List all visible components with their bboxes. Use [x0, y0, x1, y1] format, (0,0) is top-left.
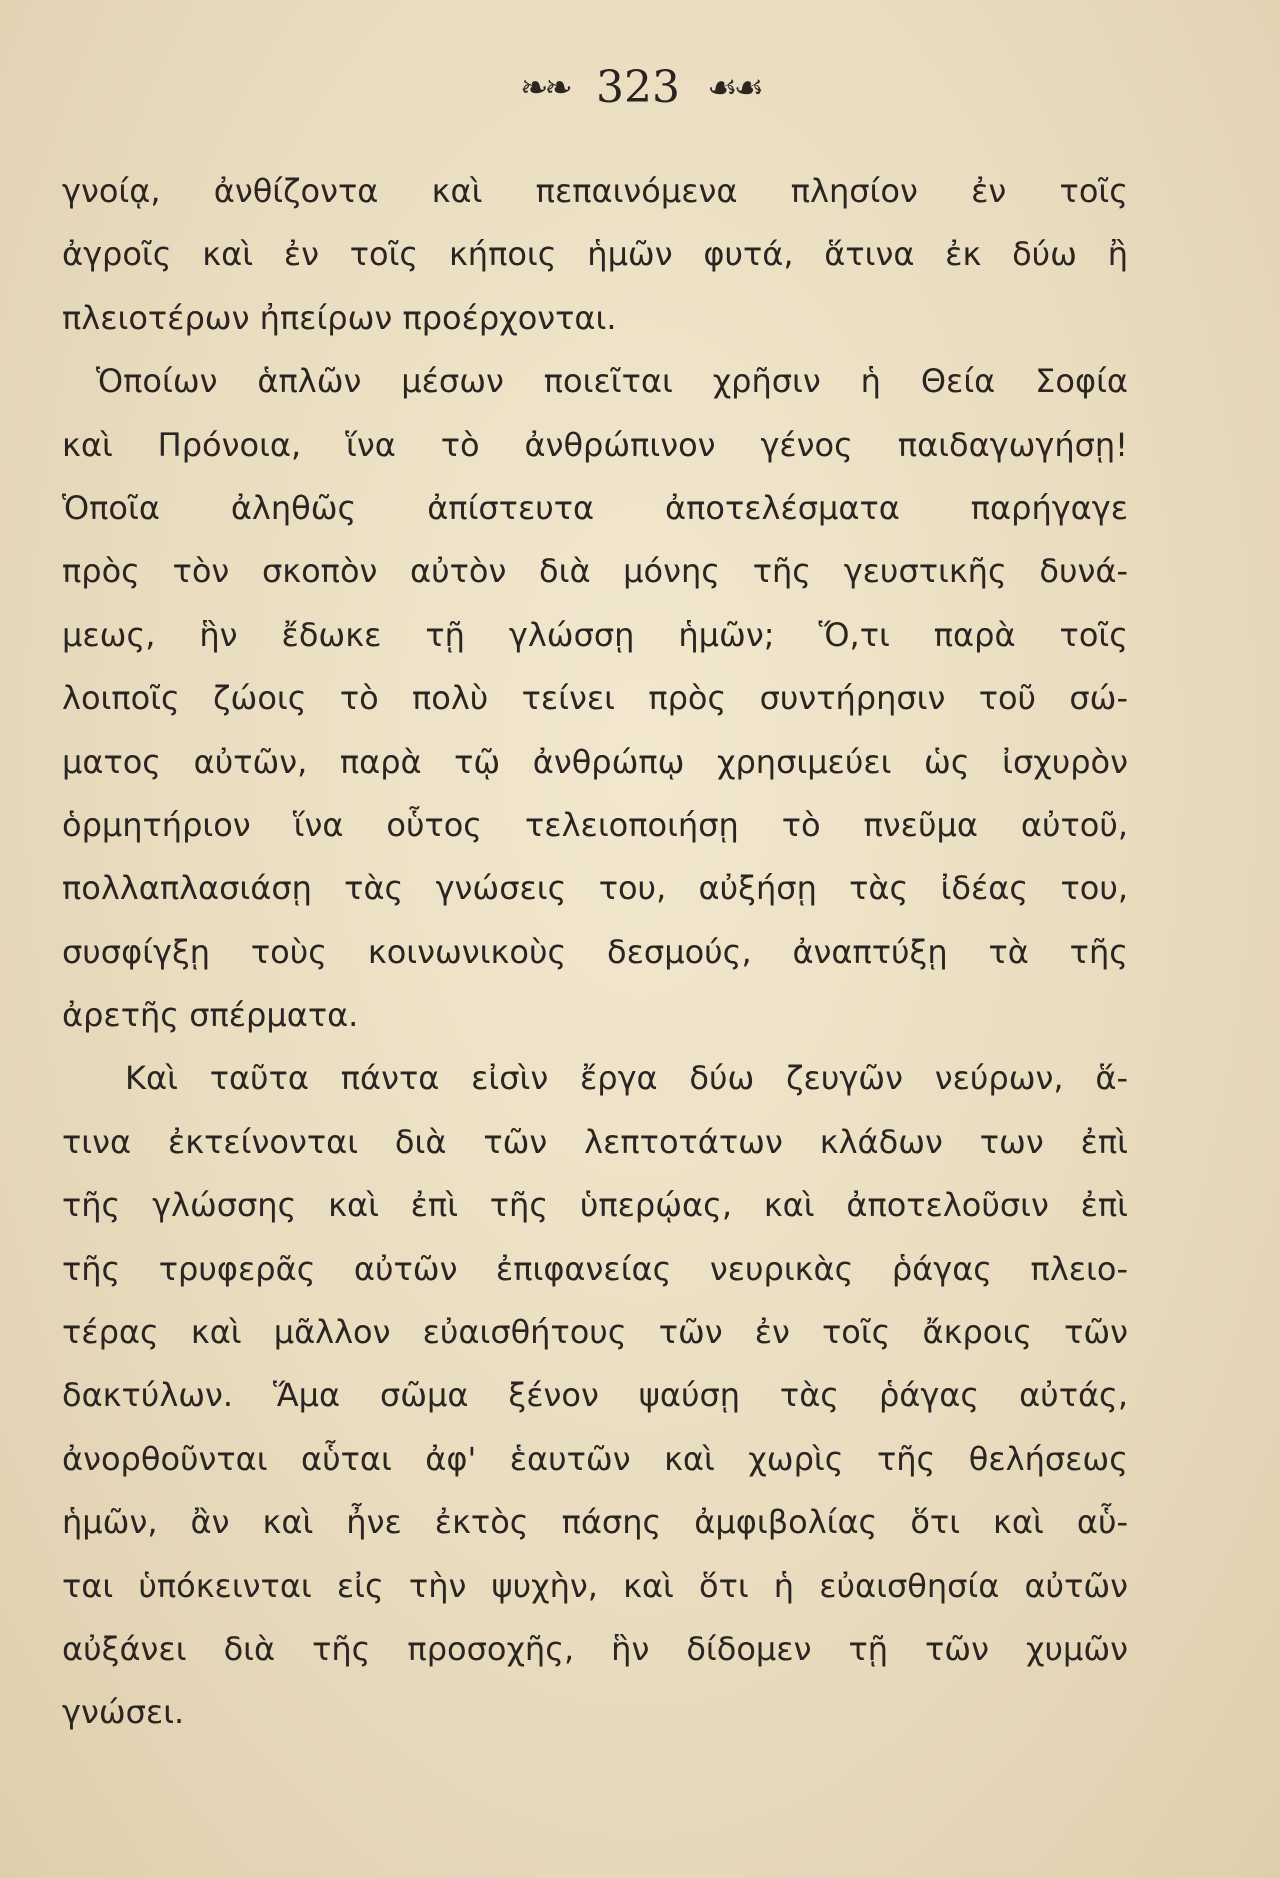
- text-line: δακτύλων. Ἅμα σῶμα ξένον ψαύσῃ τὰς ῥάγας αὐτάς,: [62, 1376, 1128, 1415]
- text-line: πρὸς τὸν σκοπὸν αὐτὸν διὰ μόνης τῆς γευστικῆς δυνά-: [62, 552, 1128, 591]
- text-line: Καὶ ταῦτα πάντα εἰσὶν ἔργα δύω ζευγῶν νεύρων, ἅ-: [125, 1059, 1128, 1098]
- left-ornament-icon: ❧❧: [519, 67, 569, 108]
- text-line: τέρας καὶ μᾶλλον εὐαισθήτους τῶν ἐν τοῖς ἄκροις τῶν: [62, 1313, 1128, 1352]
- text-line: ἀγροῖς καὶ ἐν τοῖς κήποις ἡμῶν φυτά, ἅτινα ἐκ δύω ἢ: [62, 235, 1128, 274]
- text-line: ὁρμητήριον ἵνα οὗτος τελειοποιήσῃ τὸ πνεῦμα αὐτοῦ,: [62, 805, 1128, 844]
- text-line: λοιποῖς ζώοις τὸ πολὺ τείνει πρὸς συντήρησιν τοῦ σώ-: [62, 679, 1128, 718]
- text-line: γνοίᾳ, ἀνθίζοντα καὶ πεπαινόμενα πλησίον ἐν τοῖς: [62, 172, 1128, 210]
- page-number: 323: [596, 62, 680, 113]
- text-line: Ὁποίων ἁπλῶν μέσων ποιεῖται χρῆσιν ἡ Θεία Σοφία: [96, 362, 1128, 401]
- text-line: ἀνορθοῦνται αὗται ἀφ' ἑαυτῶν καὶ χωρὶς τῆς θελήσεως: [62, 1439, 1128, 1478]
- page-header: [0, 62, 1280, 113]
- text-line: μεως, ἣν ἔδωκε τῇ γλώσσῃ ἡμῶν; Ὅ,τι παρὰ τοῖς: [62, 615, 1128, 654]
- text-line: τῆς γλώσσης καὶ ἐπὶ τῆς ὑπερῴας, καὶ ἀποτελοῦσιν ἐπὶ: [62, 1186, 1128, 1225]
- text-line: ἡμῶν, ἂν καὶ ἦνε ἐκτὸς πάσης ἀμφιβολίας ὅτι καὶ αὗ-: [62, 1503, 1128, 1542]
- text-line: ματος αὐτῶν, παρὰ τῷ ἀνθρώπῳ χρησιμεύει ὡς ἰσχυρὸν: [62, 742, 1128, 781]
- text-line: ται ὑπόκεινται εἰς τὴν ψυχὴν, καὶ ὅτι ἡ εὐαισθησία αὐτῶν: [62, 1566, 1128, 1605]
- text-line: καὶ Πρόνοια, ἵνα τὸ ἀνθρώπινον γένος παιδαγωγήσῃ!: [62, 425, 1128, 464]
- page-body-text: [62, 160, 1128, 1745]
- text-line: γνώσει.: [62, 1693, 185, 1732]
- text-line: αὐξάνει διὰ τῆς προσοχῆς, ἣν δίδομεν τῇ τῶν χυμῶν: [62, 1629, 1128, 1668]
- text-line: πλειοτέρων ἠπείρων προέρχονται.: [62, 298, 617, 337]
- text-line: τῆς τρυφερᾶς αὐτῶν ἐπιφανείας νευρικὰς ῥάγας πλειο-: [62, 1249, 1128, 1288]
- text-line: τινα ἐκτείνονται διὰ τῶν λεπτοτάτων κλάδων των ἐπὶ: [62, 1122, 1128, 1161]
- text-line: ἀρετῆς σπέρματα.: [62, 996, 359, 1035]
- text-line: Ὁποῖα ἀληθῶς ἀπίστευτα ἀποτελέσματα παρήγαγε: [62, 488, 1128, 527]
- text-line: πολλαπλασιάσῃ τὰς γνώσεις του, αὐξήσῃ τὰς ἰδέας του,: [62, 869, 1128, 908]
- text-line: συσφίγξῃ τοὺς κοινωνικοὺς δεσμούς, ἀναπτύξῃ τὰ τῆς: [62, 932, 1128, 971]
- right-ornament-icon: ☙☙: [707, 67, 761, 108]
